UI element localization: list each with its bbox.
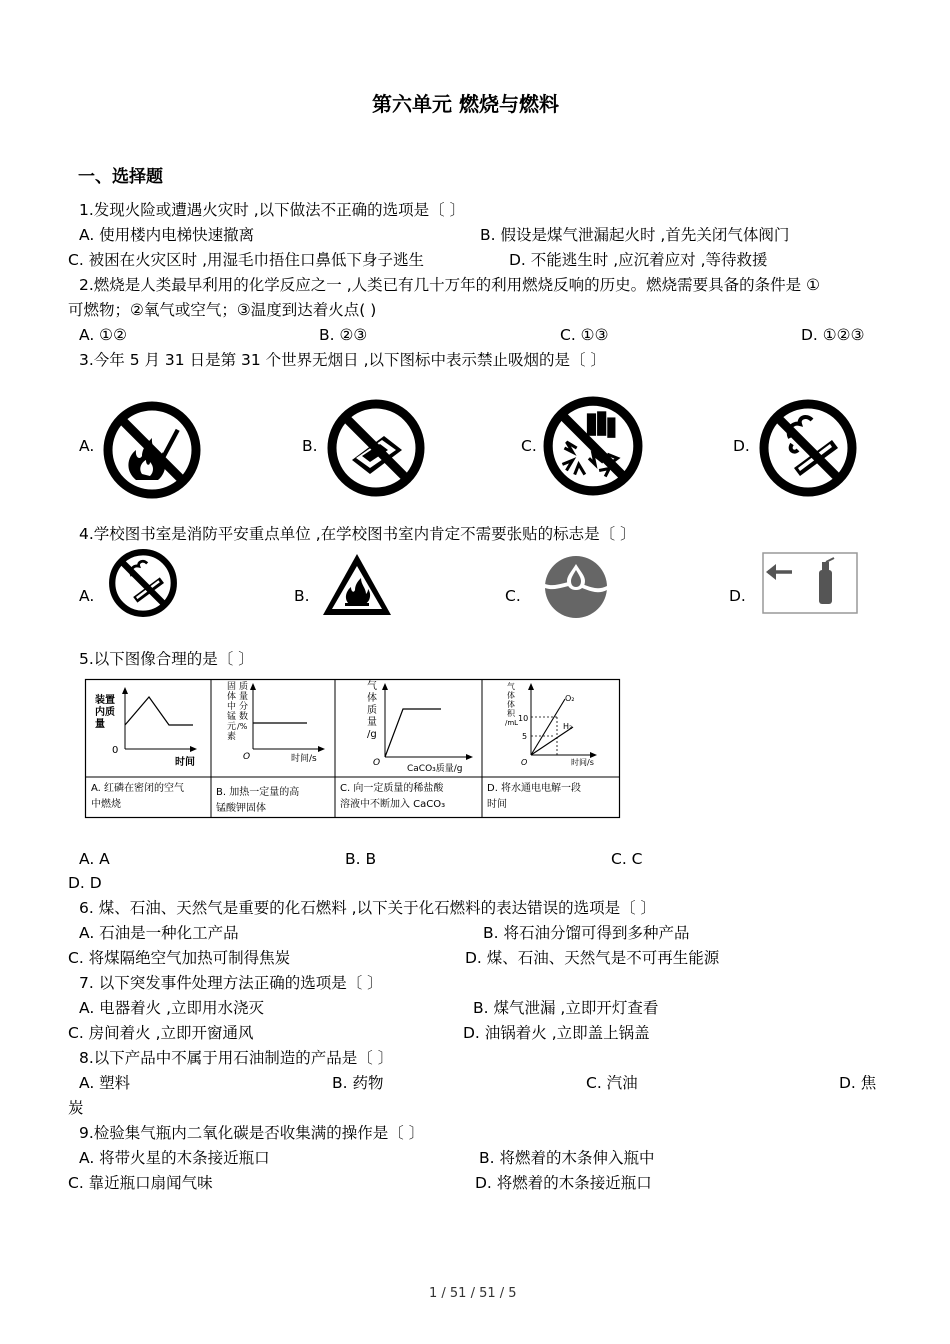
graph-b-ylabel2-1: 质: [239, 682, 249, 692]
graph-b-ylabel-4: 锰: [227, 712, 237, 722]
graph-c-ylabel-5: /g: [367, 729, 377, 740]
graph-b-ylabel2-2: 量: [239, 692, 249, 702]
q7-stem: 7. 以下突发事件处理方法正确的选项是〔 〕: [79, 974, 383, 992]
graph-a-origin: 0: [112, 745, 119, 756]
graph-d-o2-label: O₂: [565, 694, 575, 703]
graph-d-ylabel-2: 体: [507, 691, 515, 700]
graph-d-ylabel-5: /mL: [505, 719, 519, 727]
q5-option-d[interactable]: D. D: [68, 874, 102, 892]
q1-option-d[interactable]: D. 不能逃生时 ,应沉着应对 ,等待救援: [509, 251, 768, 269]
q9-option-d[interactable]: D. 将燃着的木条接近瓶口: [475, 1174, 652, 1192]
q8-option-d-wrap: 炭: [68, 1099, 84, 1117]
graph-c-ylabel-4: 量: [367, 717, 377, 728]
caption-d-line1: D. 将水通电电解一段: [487, 783, 582, 794]
no-fire-icon[interactable]: [102, 400, 202, 500]
graph-c-ylabel-2: 体: [367, 693, 377, 704]
caption-b-line1: B. 加热一定量的高: [216, 787, 300, 798]
graph-d-ylabel-1: 气: [507, 682, 515, 691]
q1-option-c[interactable]: C. 被困在火灾区时 ,用湿毛巾捂住口鼻低下身子逃生: [68, 251, 425, 269]
caption-a-line2: 中燃烧: [91, 799, 121, 810]
graph-b-ylabel-6: 素: [227, 732, 237, 742]
q4-label-c[interactable]: C.: [505, 587, 521, 605]
q7-option-a[interactable]: A. 电器着火 ,立即用水浇灭: [79, 999, 265, 1017]
graph-b-ylabel2-4: 数: [239, 712, 249, 722]
graph-c-xlabel: CaCO₃质量/g: [407, 764, 463, 774]
q7-option-c[interactable]: C. 房间着火 ,立即开窗通风: [68, 1024, 254, 1042]
q9-option-b[interactable]: B. 将燃着的木条伸入瓶中: [479, 1149, 655, 1167]
section-heading: 一、选择题: [78, 167, 163, 187]
q3-label-d[interactable]: D.: [733, 437, 750, 455]
q5-option-c[interactable]: C. C: [611, 850, 643, 868]
graph-a-ylabel-3: 量: [95, 719, 105, 730]
q8-option-c[interactable]: C. 汽油: [586, 1074, 638, 1092]
q5-stem: 5.以下图像合理的是〔 〕: [79, 650, 254, 668]
q5-graph-panel: [85, 679, 620, 819]
q6-option-c[interactable]: C. 将煤隔绝空气加热可制得焦炭: [68, 949, 291, 967]
q3-label-a[interactable]: A.: [79, 437, 95, 455]
fire-extinguisher-sign-icon[interactable]: [762, 552, 858, 614]
q9-option-c[interactable]: C. 靠近瓶口扇闻气味: [68, 1174, 213, 1192]
graph-d-ylabel-3: 体: [507, 700, 515, 709]
q4-label-a[interactable]: A.: [79, 587, 95, 605]
caption-a-line1: A. 红磷在密闭的空气: [91, 783, 185, 794]
q3-label-b[interactable]: B.: [302, 437, 318, 455]
graph-a-ylabel-2: 内质: [95, 707, 115, 718]
caption-c-line1: C. 向一定质量的稀盐酸: [340, 783, 444, 794]
q6-stem: 6. 煤、石油、天然气是重要的化石燃料 ,以下关于化石燃料的表达错误的选项是〔 〕: [79, 899, 656, 917]
graph-d-ylabel-4: 积: [507, 709, 515, 718]
q4-label-d[interactable]: D.: [729, 587, 746, 605]
q2-option-a[interactable]: A. ①②: [79, 326, 127, 344]
q1-stem: 1.发现火险或遭遇火灾时 ,以下做法不正确的选项是〔 〕: [79, 201, 466, 219]
caption-b-line2: 锰酸钾固体: [216, 803, 266, 814]
graph-d-tick-5: 5: [522, 732, 528, 741]
q5-option-b[interactable]: B. B: [345, 850, 377, 868]
q3-label-c[interactable]: C.: [521, 437, 537, 455]
graph-b-origin: O: [243, 752, 251, 762]
graph-b-ylabel2-5: /%: [237, 722, 248, 731]
no-fireworks-icon[interactable]: [542, 395, 644, 497]
q2-option-d[interactable]: D. ①②③: [801, 326, 865, 344]
q2-stem-line2: 可燃物；②氧气或空气；③温度到达着火点( ): [68, 301, 377, 319]
graph-d-tick-10: 10: [518, 714, 529, 723]
q7-option-b[interactable]: B. 煤气泄漏 ,立即开灯查看: [473, 999, 659, 1017]
q6-option-d[interactable]: D. 煤、石油、天然气是不可再生能源: [465, 949, 720, 967]
graph-d-origin: O: [521, 758, 528, 767]
q1-option-b[interactable]: B. 假设是煤气泄漏起火时 ,首先关闭气体阀门: [480, 226, 790, 244]
q8-option-a[interactable]: A. 塑料: [79, 1074, 131, 1092]
graph-c-ylabel-1: 气: [367, 681, 377, 692]
caption-d-line2: 时间: [487, 799, 507, 810]
caption-c-line2: 溶液中不断加入 CaCO₃: [340, 799, 446, 810]
graph-c-origin: O: [373, 758, 381, 768]
graph-c-ylabel-3: 质: [367, 705, 377, 716]
graph-a-ylabel-1: 装置: [95, 695, 115, 706]
graph-b-ylabel-2: 体: [227, 692, 237, 702]
q2-option-b[interactable]: B. ②③: [319, 326, 368, 344]
q3-stem: 3.今年 5 月 31 日是第 31 个世界无烟日 ,以下图标中表示禁止吸烟的是〔 〕: [79, 351, 606, 369]
no-smoking-small-icon[interactable]: [108, 548, 178, 618]
q2-stem-line1: 2.燃烧是人类最早利用的化学反应之一 ,人类已有几十万年的利用燃烧反响的历史。燃烧需要具备的条件是 ①: [79, 276, 820, 294]
q1-option-a[interactable]: A. 使用楼内电梯快速撤离: [79, 226, 255, 244]
q9-stem: 9.检验集气瓶内二氧化碳是否收集满的操作是〔 〕: [79, 1124, 425, 1142]
graph-d-xlabel: 时间/s: [571, 758, 594, 767]
graph-b-ylabel-1: 固: [227, 682, 237, 692]
q8-option-d[interactable]: D. 焦: [839, 1074, 877, 1092]
graph-d-h2-label: H₂: [563, 722, 573, 731]
graph-b-ylabel-3: 中: [227, 702, 237, 712]
q9-option-a[interactable]: A. 将带火星的木条接近瓶口: [79, 1149, 270, 1167]
q2-option-c[interactable]: C. ①③: [560, 326, 609, 344]
q8-stem: 8.以下产品中不属于用石油制造的产品是〔 〕: [79, 1049, 394, 1067]
q4-label-b[interactable]: B.: [294, 587, 310, 605]
q4-stem: 4.学校图书室是消防平安重点单位 ,在学校图书室内肯定不需要张贴的标志是〔 〕: [79, 525, 636, 543]
q5-option-a[interactable]: A. A: [79, 850, 110, 868]
graph-a-xlabel: 时间: [175, 757, 195, 768]
graph-b-ylabel-5: 元: [227, 722, 237, 732]
graph-b-xlabel: 时间/s: [291, 754, 317, 764]
flammable-warning-icon[interactable]: [321, 552, 393, 618]
q6-option-a[interactable]: A. 石油是一种化工产品: [79, 924, 239, 942]
q7-option-d[interactable]: D. 油锅着火 ,立即盖上锅盖: [463, 1024, 650, 1042]
no-matches-icon[interactable]: [326, 398, 426, 498]
page-number: 1 / 51 / 51 / 5: [429, 1286, 517, 1301]
page-title: 第六单元 燃烧与燃料: [372, 92, 559, 116]
water-saving-icon[interactable]: [543, 554, 609, 620]
graph-b-ylabel2-3: 分: [239, 702, 249, 712]
q6-option-b[interactable]: B. 将石油分馏可得到多种产品: [483, 924, 690, 942]
no-smoking-icon[interactable]: [757, 398, 859, 498]
q8-option-b[interactable]: B. 药物: [332, 1074, 384, 1092]
